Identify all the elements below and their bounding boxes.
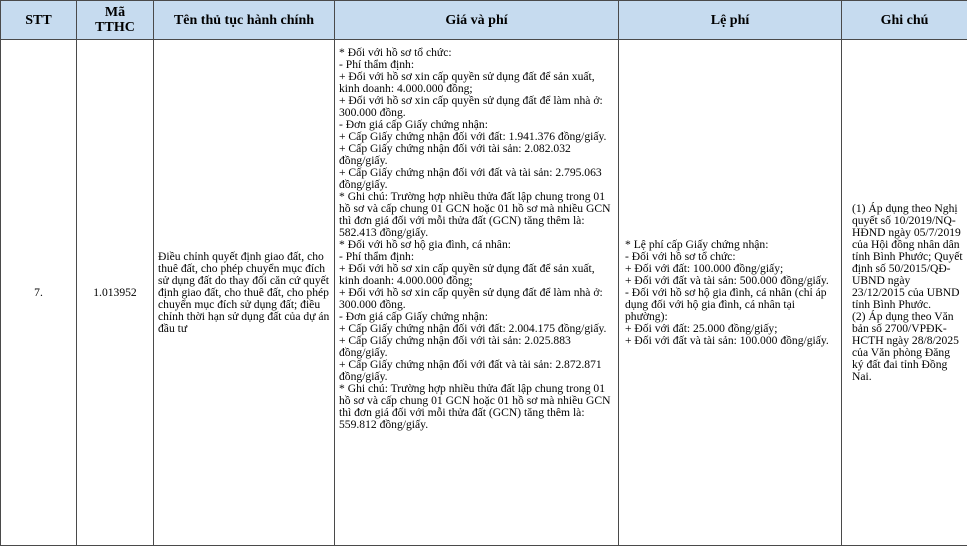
- gia-line: + Đối với hồ sơ xin cấp quyền sử dụng đất để làm nhà ở: 300.000 đồng.: [339, 287, 614, 311]
- header-gia-va-phi: Giá và phí: [335, 1, 619, 40]
- gia-line: - Phí thẩm định:: [339, 251, 614, 263]
- gia-line: * Ghi chú: Trường hợp nhiều thửa đất lập chung trong 01 hồ sơ và cấp chung 01 GCN hoặc 01 hồ sơ mà nhiều GCN thì đơn giá đối với mỗi thửa đất (GCN) tăng thêm là: 559.812 đồng/giấy.: [339, 383, 614, 431]
- cell-le-phi: [619, 40, 842, 546]
- gia-line: + Cấp Giấy chứng nhận đối với đất: 1.941.376 đồng/giấy.: [339, 131, 614, 143]
- table-row: [1, 40, 967, 546]
- gia-line: - Đơn giá cấp Giấy chứng nhận:: [339, 119, 614, 131]
- le-line: + Đối với đất và tài sản: 100.000 đồng/giấy.: [625, 335, 835, 347]
- gia-line: * Đối với hồ sơ hộ gia đình, cá nhân:: [339, 239, 614, 251]
- header-stt: STT: [1, 1, 77, 40]
- cell-ma-tthc: 1.013952: [77, 40, 154, 546]
- gia-line: * Ghi chú: Trường hợp nhiều thửa đất lập chung trong 01 hồ sơ và cấp chung 01 GCN hoặc 01 hồ sơ mà nhiều GCN thì đơn giá đối với mỗi thửa đất (GCN) tăng thêm là: 582.413 đồng/giấy.: [339, 191, 614, 239]
- gia-line: + Cấp Giấy chứng nhận đối với tài sản: 2.082.032 đồng/giấy.: [339, 143, 614, 167]
- cell-ghi-chu: [842, 40, 967, 546]
- le-line: * Lệ phí cấp Giấy chứng nhận:: [625, 239, 835, 251]
- gia-line: - Phí thẩm định:: [339, 59, 614, 71]
- header-ten-thu-tuc: Tên thủ tục hành chính: [154, 1, 335, 40]
- cell-stt: 7.: [1, 40, 77, 546]
- cell-ten-thu-tuc: [154, 40, 335, 546]
- gia-line: + Đối với hồ sơ xin cấp quyền sử dụng đất để làm nhà ở: 300.000 đồng.: [339, 95, 614, 119]
- ten-thu-tuc-text: Điều chỉnh quyết định giao đất, cho thuê đất, cho phép chuyển mục đích sử dụng đất do thay đổi căn cứ quyết định giao đất, cho thuê đất, cho phép chuyển mục đích sử dụng đất; điều chỉnh thời hạn sử dụng đất của dự án đầu tư: [158, 251, 330, 335]
- le-line: - Đối với hồ sơ hộ gia đình, cá nhân (chỉ áp dụng đối với hộ gia đình, cá nhân tại phường):: [625, 287, 835, 323]
- cell-gia-va-phi: [335, 40, 619, 546]
- le-line: + Đối với đất: 25.000 đồng/giấy;: [625, 323, 835, 335]
- gia-line: + Cấp Giấy chứng nhận đối với đất: 2.004.175 đồng/giấy.: [339, 323, 614, 335]
- gia-line: * Đối với hồ sơ tổ chức:: [339, 47, 614, 59]
- gia-line: + Đối với hồ sơ xin cấp quyền sử dụng đất để sản xuất, kinh doanh: 4.000.000 đồng;: [339, 71, 614, 95]
- ghi-chu-line: (1) Áp dụng theo Nghị quyết số 10/2019/NQ-HĐND ngày 05/7/2019 của Hội đồng nhân dân tỉnh Bình Phước; Quyết định số 50/2015/QĐ-UBND ngày 23/12/2015 của UBND tỉnh Bình Phước.: [852, 203, 963, 311]
- gia-line: + Cấp Giấy chứng nhận đối với đất và tài sản: 2.872.871 đồng/giấy.: [339, 359, 614, 383]
- gia-line: - Đơn giá cấp Giấy chứng nhận:: [339, 311, 614, 323]
- header-le-phi: Lệ phí: [619, 1, 842, 40]
- le-line: + Đối với đất và tài sản: 500.000 đồng/giấy.: [625, 275, 835, 287]
- header-ma-tthc-text: Mã TTHC: [92, 5, 138, 35]
- gia-line: + Cấp Giấy chứng nhận đối với đất và tài sản: 2.795.063 đồng/giấy.: [339, 167, 614, 191]
- gia-line: + Cấp Giấy chứng nhận đối với tài sản: 2.025.883 đồng/giấy.: [339, 335, 614, 359]
- le-line: + Đối với đất: 100.000 đồng/giấy;: [625, 263, 835, 275]
- header-row: [1, 1, 967, 40]
- gia-line: + Đối với hồ sơ xin cấp quyền sử dụng đất để sản xuất, kinh doanh: 4.000.000 đồng;: [339, 263, 614, 287]
- header-ghi-chu: Ghi chú: [842, 1, 967, 40]
- header-ma-tthc: [77, 1, 154, 40]
- le-line: - Đối với hồ sơ tổ chức:: [625, 251, 835, 263]
- ghi-chu-line: (2) Áp dụng theo Văn bản số 2700/VPĐK-HCTH ngày 28/8/2025 của Văn phòng Đăng ký đất đai tỉnh Đồng Nai.: [852, 311, 963, 383]
